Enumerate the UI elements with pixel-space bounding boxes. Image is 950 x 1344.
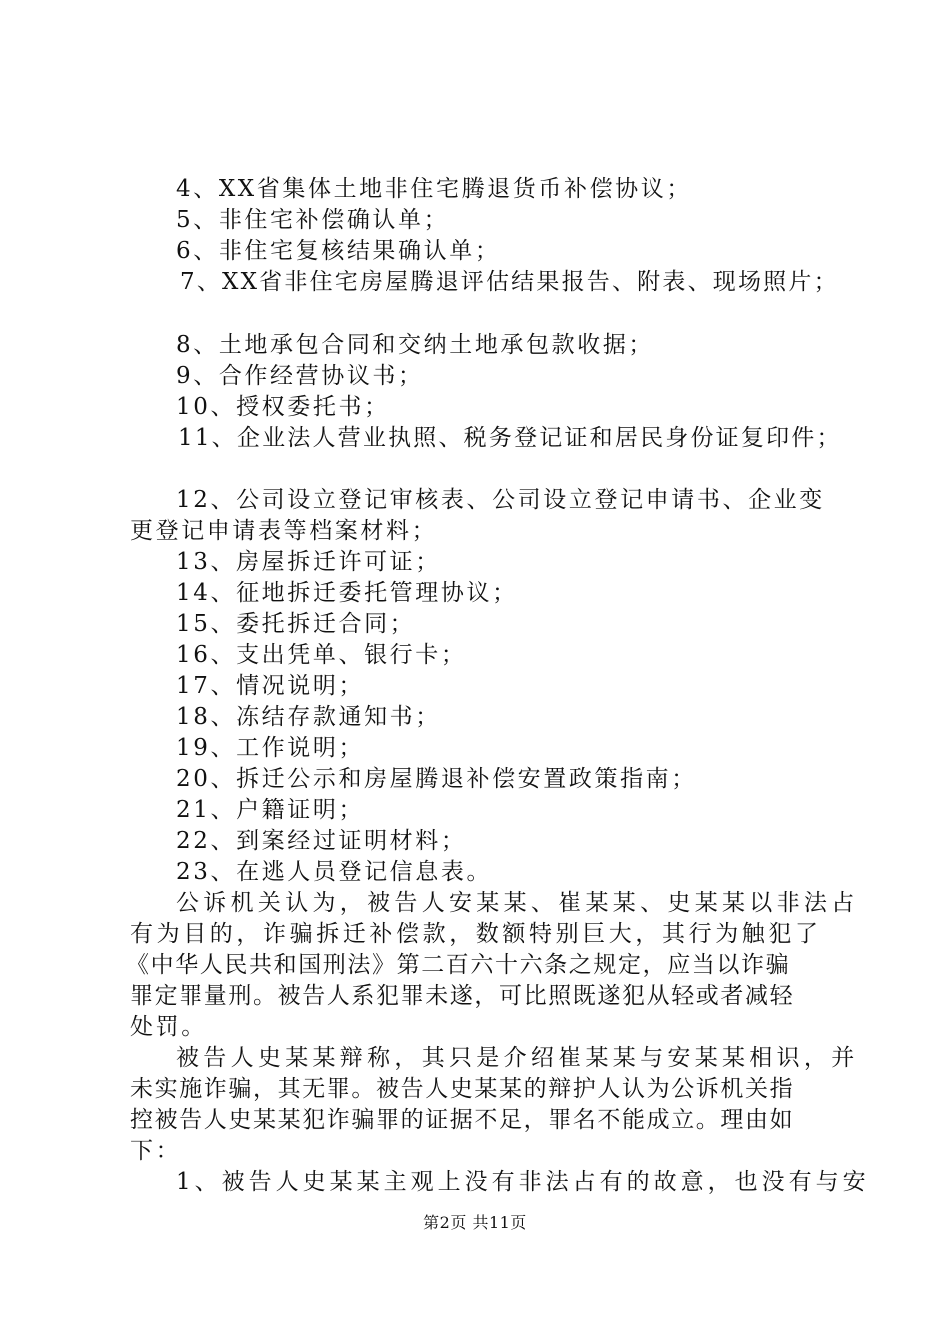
paragraph-line: 处罚。 xyxy=(130,1014,207,1040)
list-item: 7、XX省非住宅房屋腾退评估结果报告、附表、现场照片； xyxy=(180,269,839,295)
list-item: 12、公司设立登记审核表、公司设立登记申请书、企业变 xyxy=(176,487,825,513)
list-item: 20、拆迁公示和房屋腾退补偿安置政策指南； xyxy=(176,766,697,792)
list-item: 15、委托拆迁合同； xyxy=(176,611,416,637)
list-item: 22、到案经过证明材料； xyxy=(176,828,467,854)
list-item: 11、企业法人营业执照、税务登记证和居民身份证复印件； xyxy=(178,425,842,451)
list-item: 10、授权委托书； xyxy=(176,394,390,420)
paragraph-line: 被告人史某某辩称，其只是介绍崔某某与安某某相识，并 xyxy=(176,1045,859,1071)
paragraph-line: 1、被告人史某某主观上没有非法占有的故意，也没有与安 xyxy=(176,1169,870,1195)
list-item: 23、在逃人员登记信息表。 xyxy=(176,859,493,885)
list-item: 4、XX省集体土地非住宅腾退货币补偿协议； xyxy=(176,176,692,202)
paragraph-line: 控被告人史某某犯诈骗罪的证据不足，罪名不能成立。理由如 xyxy=(130,1107,795,1133)
list-item-continuation: 更登记申请表等档案材料； xyxy=(130,518,438,544)
paragraph-line: 公诉机关认为，被告人安某某、崔某某、史某某以非法占 xyxy=(176,890,859,916)
paragraph-line: 未实施诈骗，其无罪。被告人史某某的辩护人认为公诉机关指 xyxy=(130,1076,795,1102)
list-item: 17、情况说明； xyxy=(176,673,365,699)
list-item: 5、非住宅补偿确认单； xyxy=(176,207,450,233)
list-item: 9、合作经营协议书； xyxy=(176,363,424,389)
paragraph-line: 有为目的，诈骗拆迁补偿款，数额特别巨大，其行为触犯了 xyxy=(130,921,822,947)
paragraph-line: 《中华人民共和国刑法》第二百六十六条之规定，应当以诈骗 xyxy=(126,952,791,978)
list-item: 13、房屋拆迁许可证； xyxy=(176,549,441,575)
paragraph-line: 罪定罪量刑。被告人系犯罪未遂，可比照既遂犯从轻或者减轻 xyxy=(130,983,795,1009)
list-item: 14、征地拆迁委托管理协议； xyxy=(176,580,518,606)
list-item: 21、户籍证明； xyxy=(176,797,365,823)
list-item: 6、非住宅复核结果确认单； xyxy=(176,238,501,264)
page-number-footer: 第2页 共11页 xyxy=(423,1213,527,1232)
list-item: 16、支出凭单、银行卡； xyxy=(176,642,467,668)
paragraph-line: 下： xyxy=(130,1138,182,1164)
list-item: 19、工作说明； xyxy=(176,735,365,761)
list-item: 18、冻结存款通知书； xyxy=(176,704,441,730)
list-item: 8、土地承包合同和交纳土地承包款收据； xyxy=(176,332,655,358)
